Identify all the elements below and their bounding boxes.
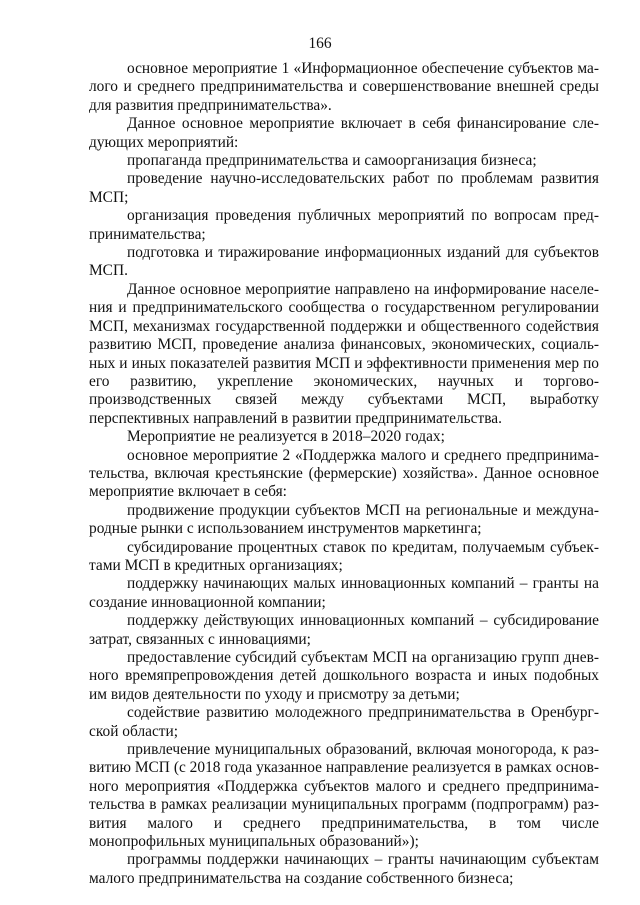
paragraph: Мероприятие не реализуется в 2018–2020 годах; xyxy=(127,428,445,446)
paragraph: основное мероприятие 1 «Информационное обеспечение субъектов малого и среднего предпринимательства и совершенствование внешней среды для развития предпринимательства». xyxy=(89,60,599,114)
paragraph: основное мероприятие 2 «Поддержка малого и среднего предпринимательства, включая крестьянские (фермерские) хозяйства». Данное основное мероприятие включает в себя: xyxy=(89,446,599,501)
body-text xyxy=(89,60,599,888)
paragraph: проведение научно-исследовательских работ по проблемам развития МСП; xyxy=(89,170,599,206)
paragraph: содействие развитию молодежного предпринимательства в Оренбургской области; xyxy=(89,704,599,740)
paragraph: поддержку начинающих малых инновационных компаний – гранты на создание инновационной компании; xyxy=(89,575,599,611)
paragraph: организация проведения публичных мероприятий по вопросам предпринимательства; xyxy=(89,207,599,243)
page-number: 166 xyxy=(308,35,332,52)
paragraph: привлечение муниципальных образований, включая моногорода, к развитию МСП (с 2018 года указанное направление реализуется в рамках основного мероприятия «Поддержка субъектов малого и среднего предпринимательства в рамках реализации муниципальных программ (подпрограмм) развития малого и среднего предпринимательства, в том числе монопрофильных муниципальных образований»); xyxy=(89,741,599,851)
paragraph: подготовка и тиражирование информационных изданий для субъектов МСП. xyxy=(89,244,599,280)
paragraph: Данное основное мероприятие направлено на информирование населения и предпринимательского сообщества о государственном регулировании МСП, механизмах государственной поддержки и общественного содействия развитию МСП, проведение анализа финансовых, экономических, социальных и иных показателей развития МСП и эффективности применения мер по его развитию, укрепление экономических, научных и торгово-производственных связей между субъектами МСП, выработку перспективных направлений в развитии предпринимательства. xyxy=(89,280,599,427)
paragraph: предоставление субсидий субъектам МСП на организацию групп дневного времяпрепровождения детей дошкольного возраста и иных подобных им видов деятельности по уходу и присмотру за детьми; xyxy=(89,649,599,703)
paragraph: программы поддержки начинающих – гранты начинающим субъектам малого предпринимательства на создание собственного бизнеса; xyxy=(89,851,599,887)
paragraph: субсидирование процентных ставок по кредитам, получаемым субъектами МСП в кредитных организациях; xyxy=(89,538,599,574)
paragraph: Данное основное мероприятие включает в себя финансирование следующих мероприятий: xyxy=(89,115,599,151)
paragraph: продвижение продукции субъектов МСП на региональные и международные рынки с использованием инструментов маркетинга; xyxy=(89,501,599,538)
paragraph: пропаганда предпринимательства и самоорганизация бизнеса; xyxy=(127,152,537,170)
paragraph: поддержку действующих инновационных компаний – субсидирование затрат, связанных с инновациями; xyxy=(89,612,599,648)
